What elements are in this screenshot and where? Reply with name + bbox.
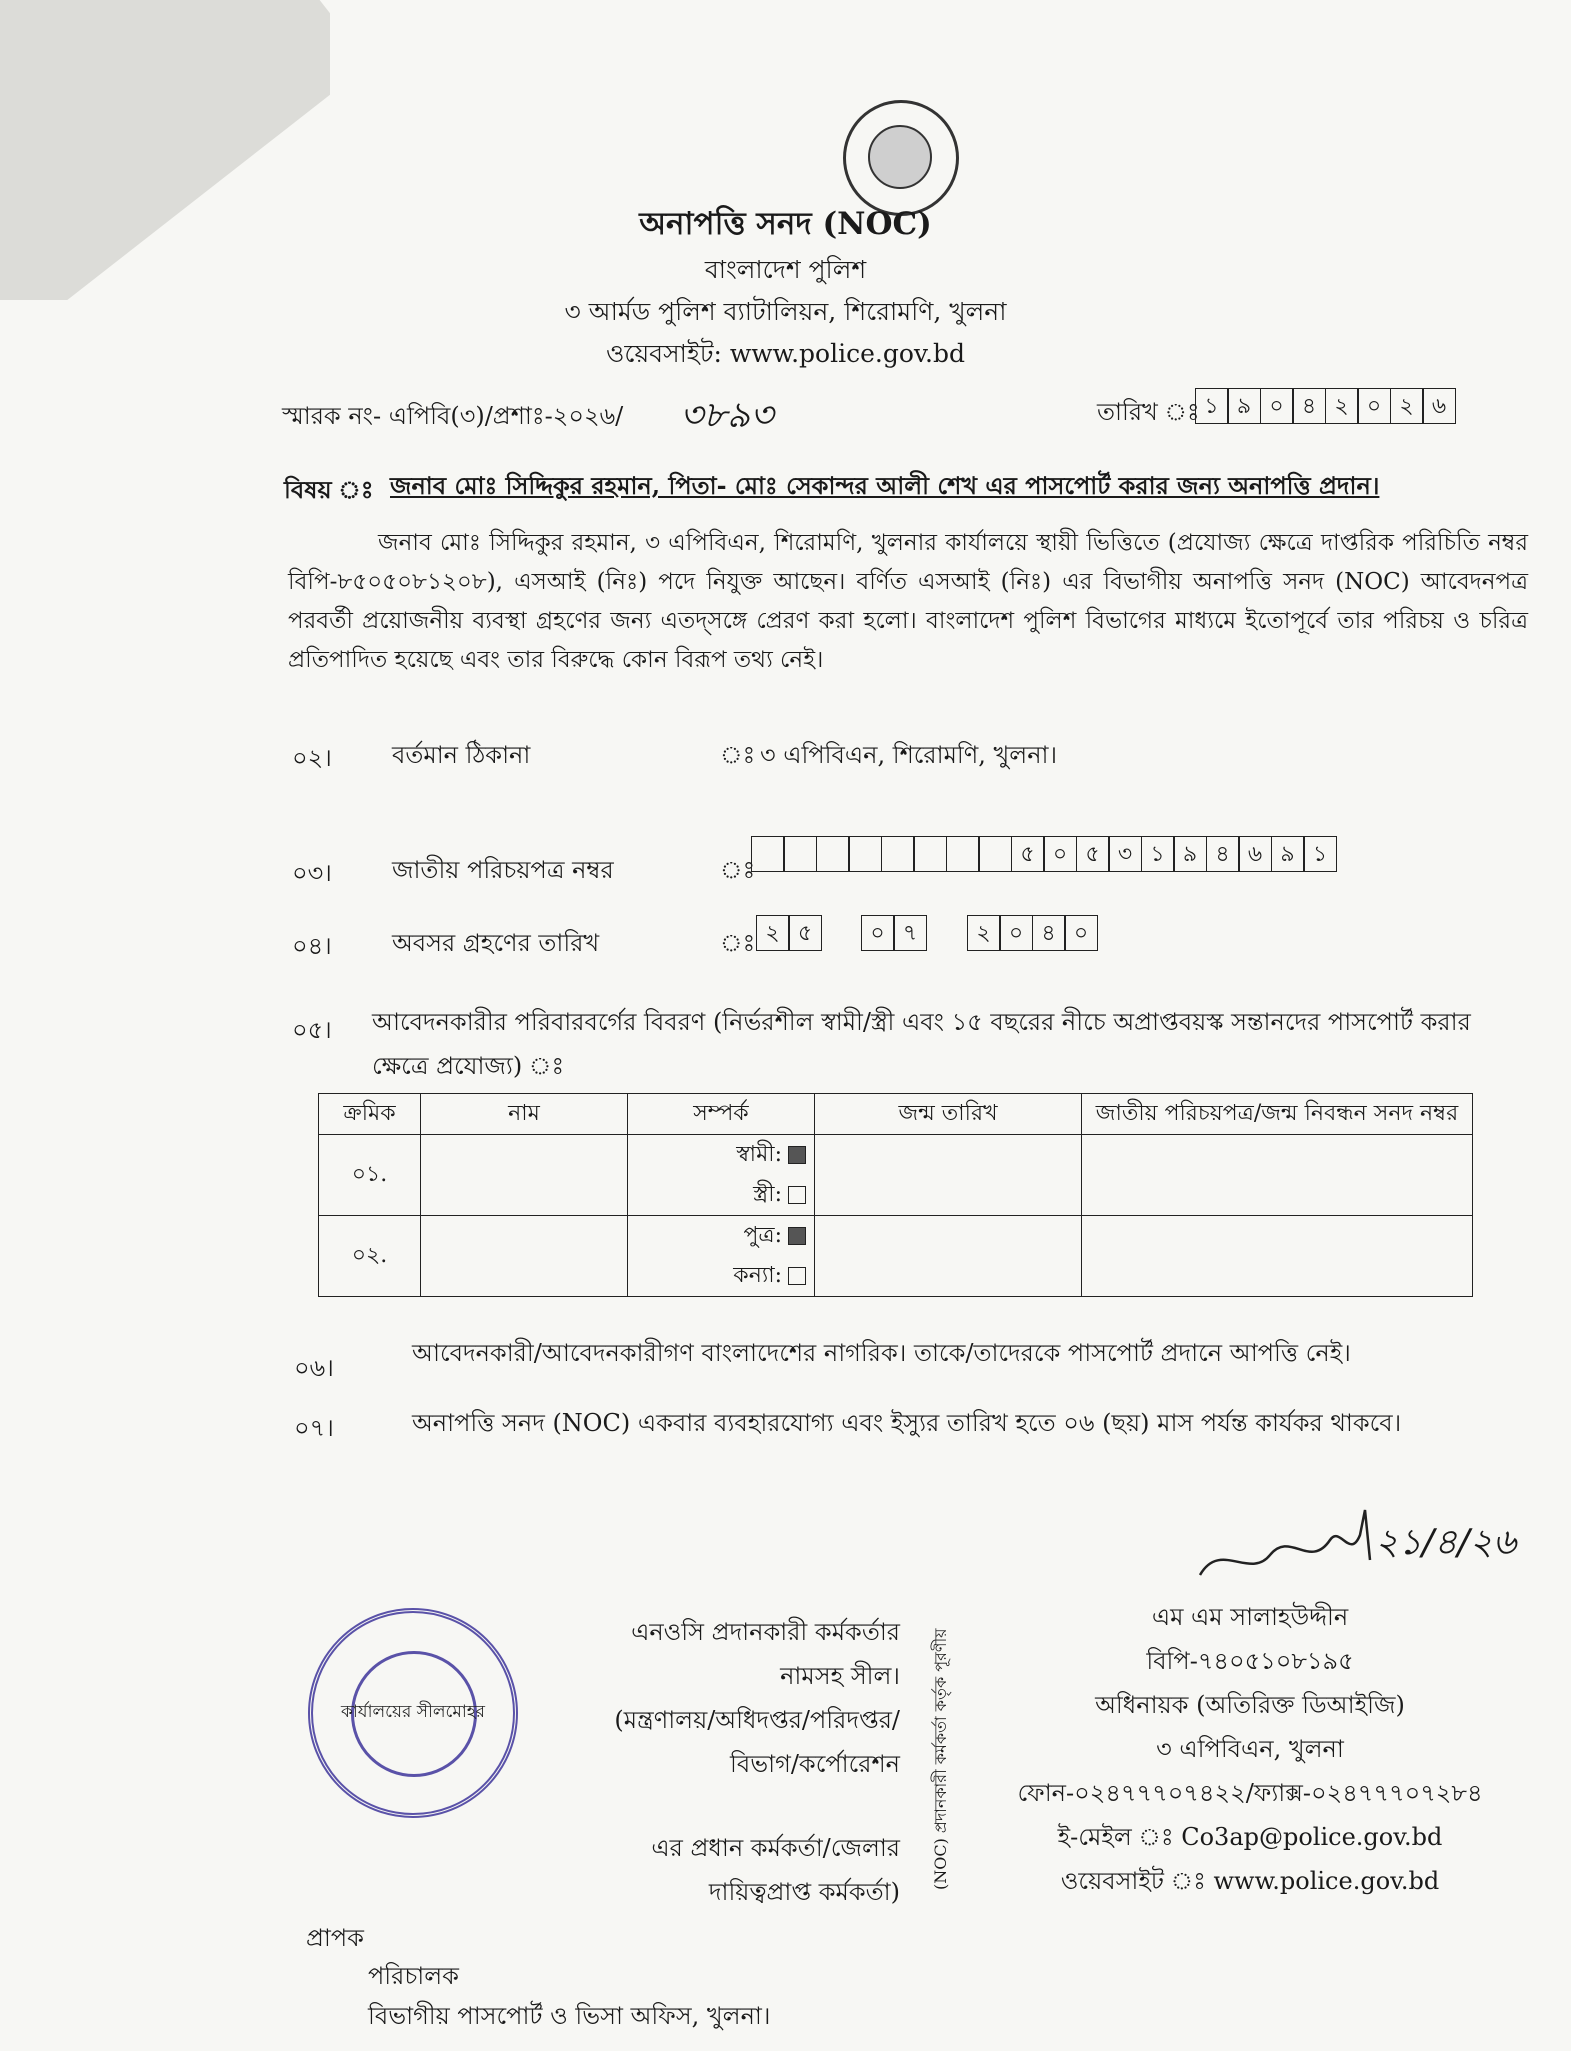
- relation-wife: স্ত্রী:: [628, 1175, 815, 1216]
- retirement-year-box: ৪: [1032, 915, 1066, 951]
- nid-digit-box: [978, 836, 1012, 872]
- retirement-month-box: ০: [861, 915, 895, 951]
- date-digit-box: ২: [1325, 388, 1359, 424]
- item-03-label: জাতীয় পরিচয়পত্র নম্বর: [392, 856, 614, 884]
- header-website: ওয়েবসাইট: www.police.gov.bd: [606, 339, 965, 368]
- noc-officer-line4: বিভাগ/কর্পোরেশন: [730, 1750, 900, 1778]
- item-06-text: আবেদনকারী/আবেদনকারীগণ বাংলাদেশের নাগরিক। তাকে/তাদেরকে পাসপোর্ট প্রদানে আপত্তি নেই।: [412, 1339, 1351, 1367]
- retirement-day-boxes: [757, 915, 822, 951]
- signatory-designation: অধিনায়ক (অতিরিক্ত ডিআইজি): [1095, 1691, 1405, 1719]
- retirement-month-boxes: [862, 915, 927, 951]
- item-06-number: ০৬।: [294, 1354, 334, 1382]
- nid-digit-box: [783, 836, 817, 872]
- org-name: বাংলাদেশ পুলিশ: [704, 255, 867, 284]
- date-boxes: [1196, 388, 1456, 424]
- nid-digit-box: ৪: [1206, 836, 1240, 872]
- memo-number: ৩৮৯৩: [680, 395, 774, 436]
- noc-officer-line6: দায়িত্বপ্রাপ্ত কর্মকর্তা): [708, 1878, 900, 1906]
- date-label: তারিখ ঃ: [1097, 398, 1200, 426]
- item-02-sep: ঃ: [720, 741, 756, 769]
- checkbox-husband[interactable]: [788, 1146, 806, 1164]
- signed-date: ২১/৪/২৬: [1375, 1522, 1517, 1563]
- seal-label: কার্যালয়ের সীলমোহর: [340, 1702, 486, 1722]
- office-seal: [308, 1608, 518, 1818]
- item-03-sep: ঃ: [720, 856, 756, 884]
- unit-name: ৩ আর্মড পুলিশ ব্যাটালিয়ন, শিরোমণি, খুলনা: [564, 297, 1007, 326]
- row-nid: [1082, 1216, 1473, 1297]
- header-nid: জাতীয় পরিচয়পত্র/জন্ম নিবন্ধন সনদ নম্বর: [1082, 1094, 1473, 1135]
- row-birth-date: [815, 1135, 1082, 1216]
- nid-digit-box: [881, 836, 915, 872]
- nid-digit-box: ৩: [1108, 836, 1142, 872]
- signatory-block: [1000, 1595, 1500, 1903]
- item-05-text: আবেদনকারীর পরিবারবর্গের বিবরণ (নির্ভরশীল স্বামী/স্ত্রী এবং ১৫ বছরের নীচে অপ্রাপ্তবয়স্ক সন্তানদের পাসপোর্ট করার ক্ষেত্রে প্রযোজ্য) ঃ: [372, 1008, 1471, 1080]
- family-table: [318, 1093, 1473, 1297]
- body-paragraph: জনাব মোঃ সিদ্দিকুর রহমান, ৩ এপিবিএন, শিরোমণি, খুলনার কার্যালয়ে স্থায়ী ভিত্তিতে (প্রযোজ্য ক্ষেত্রে দাপ্তরিক পরিচিতি নম্বর বিপি-৮৫০৫০৮১২০৮), এসআই (নিঃ) পদে নিযুক্ত আছেন। বর্ণিত এসআই (নিঃ) এর বিভাগীয় অনাপত্তি সনদ (NOC) আবেদনপত্র পরবর্তী প্রয়োজনীয় ব্যবস্থা গ্রহণের জন্য এতদ্সঙ্গে প্রেরণ করা হলো। বাংলাদেশ পুলিশ বিভাগের মাধ্যমে ইতোপূর্বে তার পরিচয় ও চরিত্র প্রতিপাদিত হয়েছে এবং তার বিরুদ্ধে কোন বিরূপ তথ্য নেই।: [288, 530, 1528, 673]
- nid-digit-box: ৫: [1076, 836, 1110, 872]
- noc-officer-line5: এর প্রধান কর্মকর্তা/জেলার: [651, 1834, 900, 1862]
- checkbox-son[interactable]: [788, 1227, 806, 1245]
- item-02-value: ৩ এপিবিএন, শিরোমণি, খুলনা।: [760, 741, 1058, 769]
- nid-boxes: [752, 836, 1337, 872]
- nid-digit-box: ৬: [1238, 836, 1272, 872]
- nid-digit-box: ১: [1141, 836, 1175, 872]
- retirement-year-box: ০: [999, 915, 1033, 951]
- item-03-number: ০৩।: [292, 859, 332, 887]
- item-07-number: ০৭।: [294, 1414, 334, 1442]
- nid-digit-box: [816, 836, 850, 872]
- date-digit-box: ১: [1195, 388, 1229, 424]
- noc-officer-line2: নামসহ সীল।: [780, 1662, 900, 1690]
- retirement-day-box: ২: [756, 915, 790, 951]
- item-04-sep: ঃ: [720, 929, 756, 957]
- government-emblem: [843, 100, 959, 216]
- recipient-title: পরিচালক: [368, 1962, 459, 1990]
- document-title: অনাপত্তি সনদ (NOC): [639, 206, 932, 242]
- nid-digit-box: ৫: [1011, 836, 1045, 872]
- nid-digit-box: [848, 836, 882, 872]
- row-serial: ০১.: [319, 1135, 421, 1216]
- relation-daughter: কন্যা:: [628, 1256, 815, 1297]
- row-nid: [1082, 1135, 1473, 1216]
- nid-digit-box: ৯: [1173, 836, 1207, 872]
- header-serial: ক্রমিক: [319, 1094, 421, 1135]
- row-birth-date: [815, 1216, 1082, 1297]
- date-digit-box: ৯: [1227, 388, 1261, 424]
- table-row: [319, 1135, 1473, 1176]
- retirement-year-box: ০: [1064, 915, 1098, 951]
- header-name: নাম: [421, 1094, 628, 1135]
- recipient-office: বিভাগীয় পাসপোর্ট ও ভিসা অফিস, খুলনা।: [368, 2002, 771, 2030]
- subject-text: জনাব মোঃ সিদ্দিকুর রহমান, পিতা- মোঃ সেকান্দর আলী শেখ এর পাসপোর্ট করার জন্য অনাপত্তি প্রদান।: [390, 471, 1380, 500]
- signatory-unit: ৩ এপিবিএন, খুলনা: [1156, 1735, 1344, 1763]
- signatory-phone: ফোন-০২৪৭৭৭০৭৪২২/ফ্যাক্স-০২৪৭৭৭০৭২৮৪: [1017, 1779, 1483, 1807]
- relation-son: পুত্র:: [628, 1216, 815, 1257]
- item-04-label: অবসর গ্রহণের তারিখ: [392, 929, 600, 957]
- item-04-number: ০৪।: [292, 932, 332, 960]
- nid-digit-box: [751, 836, 785, 872]
- date-digit-box: ০: [1260, 388, 1294, 424]
- date-digit-box: ৬: [1422, 388, 1456, 424]
- checkbox-daughter[interactable]: [788, 1267, 806, 1285]
- relation-husband: স্বামী:: [628, 1135, 815, 1176]
- family-table-header: [319, 1094, 1473, 1135]
- recipient-label: প্রাপক: [306, 1924, 364, 1952]
- header-relation: সম্পর্ক: [628, 1094, 815, 1135]
- header-birth-date: জন্ম তারিখ: [815, 1094, 1082, 1135]
- item-05-number: ০৫।: [292, 1016, 332, 1044]
- row-name: [421, 1216, 628, 1297]
- signatory-name: এম এম সালাহউদ্দীন: [1151, 1603, 1349, 1631]
- noc-officer-line1: এনওসি প্রদানকারী কর্মকর্তার: [631, 1618, 900, 1646]
- memo-label: স্মারক নং- এপিবি(৩)/প্রশাঃ-২০২৬/: [282, 402, 624, 430]
- nid-digit-box: ৯: [1271, 836, 1305, 872]
- nid-digit-box: [913, 836, 947, 872]
- item-02-label: বর্তমান ঠিকানা: [392, 741, 531, 769]
- vertical-note: (NOC) প্রদানকারী কর্মকর্তা কর্তৃক পূরণীয়: [931, 1628, 950, 1890]
- date-digit-box: ২: [1390, 388, 1424, 424]
- noc-officer-block: [610, 1610, 900, 1914]
- date-digit-box: ০: [1357, 388, 1391, 424]
- table-row: [319, 1216, 1473, 1257]
- retirement-day-box: ৫: [788, 915, 822, 951]
- signatory-bp: বিপি-৭৪০৫১০৮১৯৫: [1146, 1647, 1354, 1675]
- signatory-email: ই-মেইল ঃ Co3ap@police.gov.bd: [1057, 1823, 1443, 1851]
- item-02-number: ০২।: [292, 744, 332, 772]
- retirement-month-box: ৭: [893, 915, 927, 951]
- row-serial: ০২.: [319, 1216, 421, 1297]
- subject-label: বিষয় ঃ: [284, 475, 374, 504]
- retirement-year-boxes: [968, 915, 1098, 951]
- row-name: [421, 1135, 628, 1216]
- noc-officer-line3: (মন্ত্রণালয়/অধিদপ্তর/পরিদপ্তর/: [614, 1706, 900, 1734]
- nid-digit-box: ১: [1303, 836, 1337, 872]
- date-digit-box: ৪: [1292, 388, 1326, 424]
- signatory-website: ওয়েবসাইট ঃ www.police.gov.bd: [1060, 1867, 1440, 1895]
- nid-digit-box: ০: [1043, 836, 1077, 872]
- item-07-text: অনাপত্তি সনদ (NOC) একবার ব্যবহারযোগ্য এবং ইস্যুর তারিখ হতে ০৬ (ছয়) মাস পর্যন্ত কার্যকর থাকবে।: [412, 1409, 1402, 1437]
- checkbox-wife[interactable]: [788, 1186, 806, 1204]
- retirement-year-box: ২: [967, 915, 1001, 951]
- nid-digit-box: [946, 836, 980, 872]
